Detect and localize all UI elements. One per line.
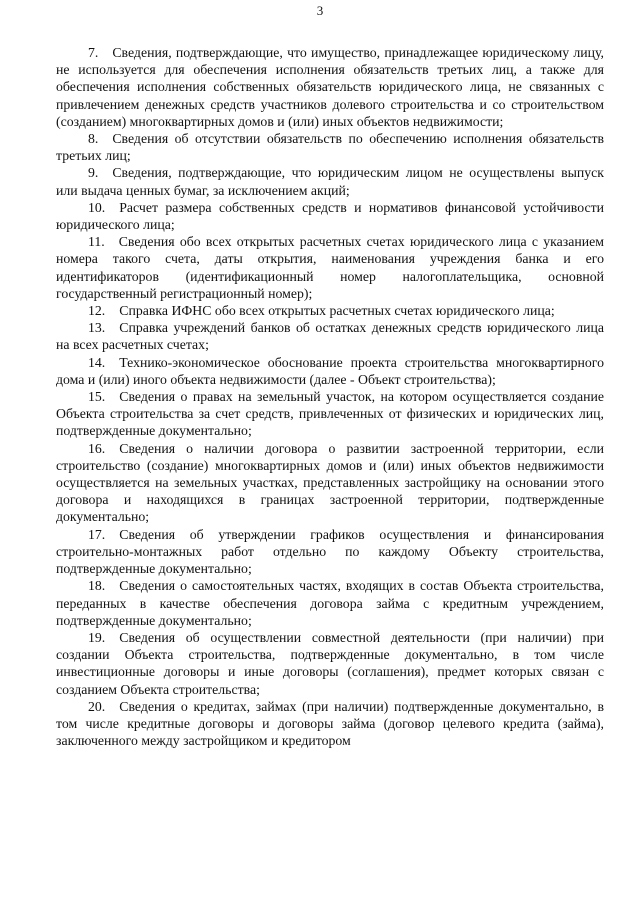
item-text: Сведения обо всех открытых расчетных счетах юридического лица с указанием номера такого счета, даты открытия, наименования учреждения банка и его идентификаторов (идентификационный номер налогоплательщика, основной государственный регистрационный номер); bbox=[56, 234, 604, 301]
list-item bbox=[56, 388, 604, 440]
list-item bbox=[56, 302, 604, 319]
item-number: 16. bbox=[88, 440, 106, 456]
list-item bbox=[56, 440, 604, 526]
page-number: 3 bbox=[316, 3, 324, 18]
list-item bbox=[56, 698, 604, 750]
item-number: 12. bbox=[88, 303, 106, 319]
item-number: 11. bbox=[88, 234, 105, 250]
item-number: 9. bbox=[88, 165, 99, 181]
list-item bbox=[56, 319, 604, 353]
list-item bbox=[56, 233, 604, 302]
list-item bbox=[56, 354, 604, 388]
list-item bbox=[56, 199, 604, 233]
item-text: Справка учреждений банков об остатках денежных средств юридического лица на всех расчетных счетах; bbox=[56, 320, 604, 353]
item-text: Сведения о кредитах, займах (при наличии) подтвержденные документально, в том числе кредитные договоры и договоры займа (договор целевого кредита (займа), заключенного между застройщиком и кредитором bbox=[56, 698, 604, 749]
list-item bbox=[56, 526, 604, 578]
item-text: Технико-экономическое обоснование проекта строительства многоквартирного дома и (или) иного объекта недвижимости (далее - Объект строительства); bbox=[56, 354, 604, 387]
item-text: Сведения, подтверждающие, что имущество, принадлежащее юридическому лицу, не используется для обеспечения исполнения обязательств третьих лиц, а также для обеспечения исполнения собственных обязательств юридического лица, не связанных с привлечением денежных средств участников долевого строительства и со строительством (созданием) многоквартирных домов и (или) иных объектов недвижимости; bbox=[56, 45, 604, 129]
item-text: Сведения об утверждении графиков осуществления и финансирования строительно-монтажных работ отдельно по каждому Объекту строительства, подтвержденные документально; bbox=[56, 526, 604, 577]
list-item bbox=[56, 629, 604, 698]
document-body bbox=[56, 44, 604, 749]
item-number: 20. bbox=[88, 698, 106, 714]
item-number: 15. bbox=[88, 389, 106, 405]
item-text: Сведения о наличии договора о развитии застроенной территории, если строительство (создание) многоквартирных домов и (или) иных объектов недвижимости осуществляется на земельных участках, представленных застройщику на основании этого договора и находящихся в границах застроенной территории, подтвержденные документально; bbox=[56, 440, 604, 525]
item-text: Расчет размера собственных средств и нормативов финансовой устойчивости юридического лица; bbox=[56, 199, 604, 233]
item-number: 13. bbox=[88, 320, 106, 336]
item-number: 18. bbox=[88, 578, 106, 594]
list-item bbox=[56, 130, 604, 164]
item-text: Сведения об отсутствии обязательств по обеспечению исполнения обязательств третьих лиц; bbox=[56, 131, 604, 164]
list-item bbox=[56, 164, 604, 198]
item-text: Сведения о правах на земельный участок, на котором осуществляется создание Объекта строительства за счет средств, привлеченных от физических и юридических лиц, подтвержденные документально; bbox=[56, 389, 604, 439]
item-number: 19. bbox=[88, 629, 106, 645]
item-number: 14. bbox=[88, 354, 106, 370]
item-number: 7. bbox=[88, 45, 99, 60]
item-text: Справка ИФНС обо всех открытых расчетных счетах юридического лица; bbox=[119, 303, 555, 319]
item-text: Сведения об осуществлении совместной деятельности (при наличии) при создании Объекта строительства, подтвержденные документально, в том числе инвестиционные договоры и иные договоры (соглашения), предмет которых связан с созданием Объекта строительства; bbox=[56, 629, 604, 697]
item-number: 17. bbox=[88, 526, 106, 542]
item-text: Сведения, подтверждающие, что юридическим лицом не осуществлены выпуск или выдача ценных бумаг, за исключением акций; bbox=[56, 165, 604, 198]
item-number: 10. bbox=[88, 199, 106, 215]
item-number: 8. bbox=[88, 131, 99, 147]
item-text: Сведения о самостоятельных частях, входящих в состав Объекта строительства, переданных в качестве обеспечения договора займа с кредитным учреждением, подтвержденные документально; bbox=[56, 578, 604, 628]
list-item bbox=[56, 577, 604, 629]
list-item bbox=[56, 44, 604, 130]
